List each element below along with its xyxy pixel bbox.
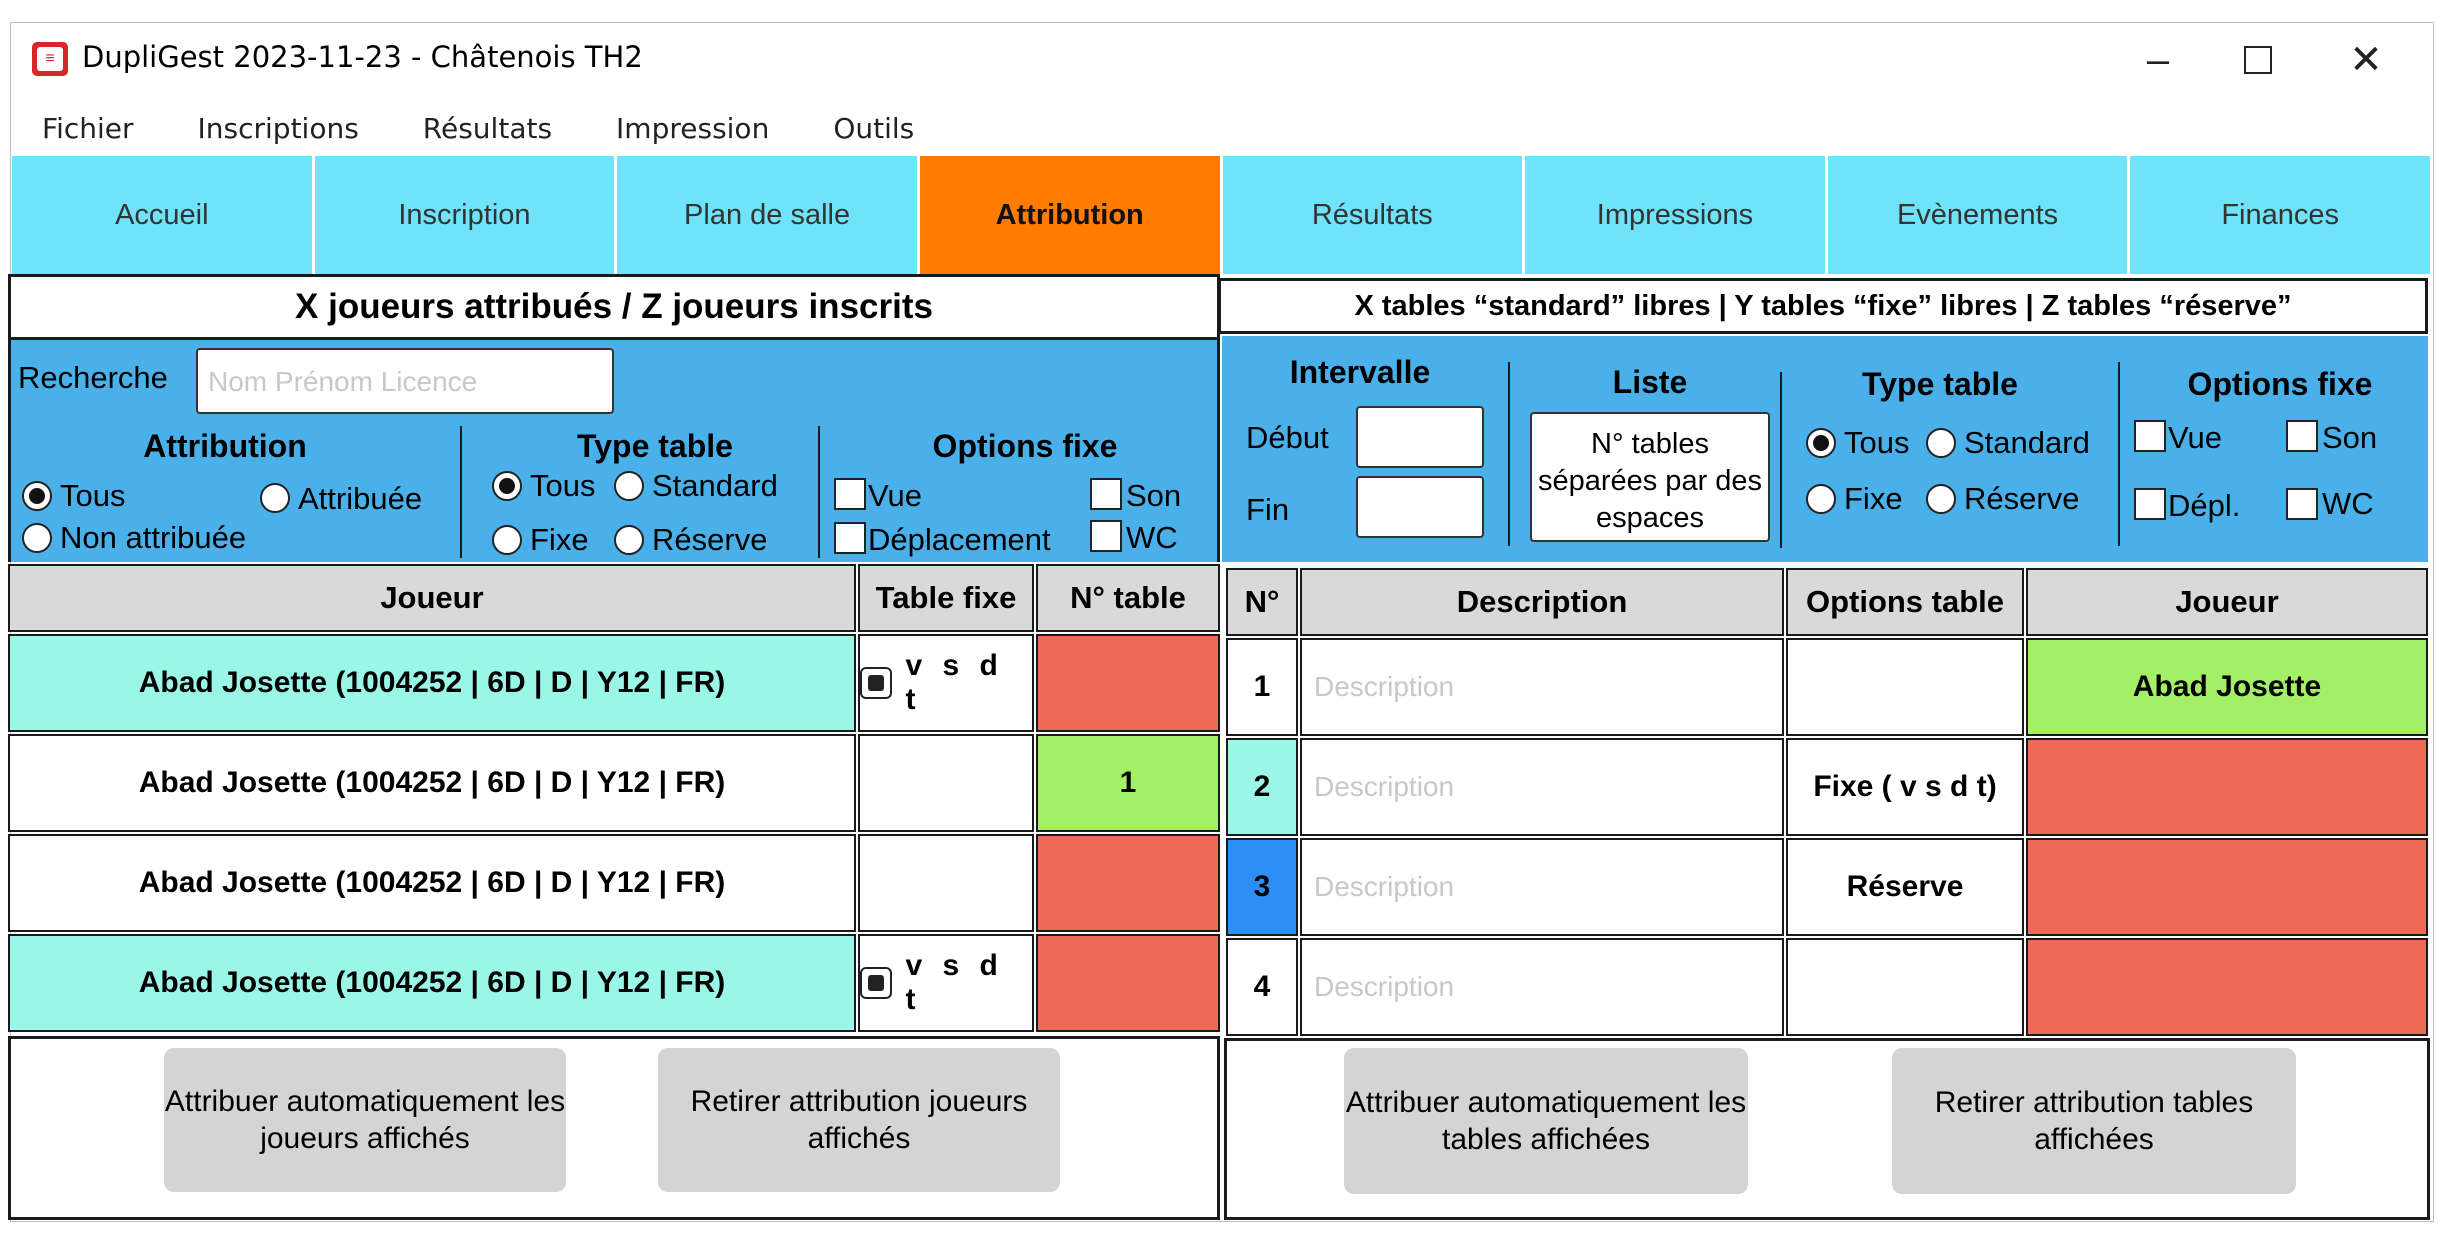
- assigned-player-cell[interactable]: [2026, 738, 2428, 836]
- menu-impression[interactable]: Impression: [616, 112, 770, 145]
- options-table-cell: Réserve: [1786, 838, 2024, 936]
- assigned-player-cell[interactable]: [2026, 838, 2428, 936]
- tab-resultats[interactable]: Résultats: [1223, 156, 1526, 274]
- checkbox-wc[interactable]: [1090, 520, 1122, 552]
- checkbox-table-vue-label: Vue: [2168, 420, 2223, 455]
- description-placeholder: Description: [1314, 871, 1455, 902]
- player-cell[interactable]: Abad Josette (1004252 | 6D | D | Y12 | FR): [8, 734, 856, 832]
- tab-finances[interactable]: Finances: [2221, 198, 2340, 231]
- search-placeholder: Nom Prénom Licence: [208, 366, 478, 397]
- auto-assign-tables-button[interactable]: Attribuer automatiquement les tables affichées: [1344, 1048, 1748, 1194]
- filter-divider: [818, 426, 820, 558]
- description-placeholder: Description: [1314, 671, 1455, 702]
- menu-fichier[interactable]: Fichier: [42, 112, 134, 145]
- radio-type-fixe-label: Fixe: [530, 522, 589, 557]
- column-header-num[interactable]: N°: [1226, 568, 1298, 636]
- checkbox-table-vue[interactable]: [2134, 420, 2166, 452]
- tables-summary: X tables “standard” libres | Y tables “fixe” libres | Z tables “réserve”: [1218, 278, 2428, 334]
- tab-attribution[interactable]: Attribution: [920, 156, 1223, 274]
- column-header-joueur[interactable]: Joueur: [2026, 568, 2428, 636]
- checkbox-table-wc[interactable]: [2286, 488, 2318, 520]
- menu-resultats[interactable]: Résultats: [422, 112, 553, 145]
- filter-divider: [1780, 372, 1782, 548]
- fin-label: Fin: [1246, 492, 1290, 527]
- table-num-cell[interactable]: 3: [1226, 838, 1298, 936]
- radio-table-type-standard[interactable]: [1926, 428, 1956, 458]
- table-num-cell[interactable]: 2: [1226, 738, 1298, 836]
- assigned-player-cell[interactable]: Abad Josette: [2026, 638, 2428, 736]
- description-cell[interactable]: [1300, 738, 1784, 836]
- options-fixe-heading: Options fixe: [2187, 366, 2373, 402]
- checkbox-son[interactable]: [1090, 478, 1122, 510]
- table-number-cell[interactable]: [1036, 934, 1220, 1032]
- description-cell[interactable]: [1300, 838, 1784, 936]
- fixe-toggle-icon[interactable]: [860, 967, 892, 999]
- table-num-cell[interactable]: 1: [1226, 638, 1298, 736]
- fixe-options-text: v s d t: [905, 649, 1004, 716]
- liste-placeholder: N° tables séparées par des espaces: [1537, 428, 1763, 534]
- checkbox-table-depl-label: Dépl.: [2168, 488, 2241, 523]
- table-fixe-cell[interactable]: [858, 934, 1034, 1032]
- remove-tables-assignment-button[interactable]: Retirer attribution tables affichées: [1892, 1048, 2296, 1194]
- fixe-options-text: v s d t: [905, 949, 1004, 1016]
- remove-players-assignment-button[interactable]: Retirer attribution joueurs affichés: [658, 1048, 1060, 1192]
- radio-type-reserve-label: Réserve: [652, 522, 768, 557]
- tab-accueil[interactable]: Accueil: [12, 156, 315, 274]
- debut-label: Début: [1246, 420, 1329, 455]
- radio-table-type-standard-label: Standard: [1964, 425, 2090, 460]
- window-title: DupliGest 2023-11-23 - Châtenois TH2: [82, 40, 643, 74]
- minimize-icon[interactable]: –: [2146, 37, 2170, 82]
- radio-type-tous-label: Tous: [530, 468, 596, 503]
- close-icon[interactable]: ✕: [2349, 38, 2383, 82]
- debut-input[interactable]: [1356, 406, 1484, 468]
- checkbox-table-son[interactable]: [2286, 420, 2318, 452]
- options-table-cell: [1786, 638, 2024, 736]
- radio-table-type-fixe[interactable]: [1806, 484, 1836, 514]
- main-tabs: [12, 156, 2430, 274]
- table-fixe-cell[interactable]: [858, 734, 1034, 832]
- table-fixe-cell[interactable]: [858, 634, 1034, 732]
- search-input[interactable]: [196, 348, 614, 414]
- tab-evenements[interactable]: Evènements: [1828, 156, 2131, 274]
- auto-assign-players-button[interactable]: Attribuer automatiquement les joueurs affichés: [164, 1048, 566, 1192]
- radio-attribution-tous[interactable]: [22, 481, 52, 511]
- player-cell[interactable]: Abad Josette (1004252 | 6D | D | Y12 | FR): [8, 634, 856, 732]
- checkbox-vue[interactable]: [834, 478, 866, 510]
- radio-attribution-non-attribuee-label: Non attribuée: [60, 520, 247, 555]
- filter-divider: [1508, 362, 1510, 546]
- column-header-joueur[interactable]: Joueur: [8, 564, 856, 632]
- checkbox-deplacement[interactable]: [834, 522, 866, 554]
- checkbox-table-depl[interactable]: [2134, 488, 2166, 520]
- attribution-heading: Attribution: [143, 428, 307, 464]
- radio-table-type-tous-label: Tous: [1844, 425, 1910, 460]
- search-label: Recherche: [18, 360, 168, 395]
- radio-table-type-fixe-label: Fixe: [1844, 481, 1903, 516]
- description-cell[interactable]: [1300, 938, 1784, 1036]
- fin-input[interactable]: [1356, 476, 1484, 538]
- radio-type-standard-label: Standard: [652, 468, 778, 503]
- table-fixe-cell[interactable]: [858, 834, 1034, 932]
- checkbox-table-wc-label: WC: [2322, 486, 2374, 521]
- tab-plan-de-salle[interactable]: Plan de salle: [617, 156, 920, 274]
- description-cell[interactable]: [1300, 638, 1784, 736]
- column-header-options-table[interactable]: Options table: [1786, 568, 2024, 636]
- radio-table-type-reserve[interactable]: [1926, 484, 1956, 514]
- checkbox-vue-label: Vue: [868, 478, 923, 513]
- fixe-toggle-icon[interactable]: [860, 667, 892, 699]
- radio-type-reserve[interactable]: [614, 525, 644, 555]
- description-placeholder: Description: [1314, 971, 1455, 1002]
- table-number-cell[interactable]: 1: [1036, 734, 1220, 832]
- checkbox-son-label: Son: [1126, 478, 1182, 513]
- player-cell[interactable]: Abad Josette (1004252 | 6D | D | Y12 | FR): [8, 834, 856, 932]
- checkbox-deplacement-label: Déplacement: [868, 522, 1051, 557]
- radio-attribution-attribuee[interactable]: [260, 483, 290, 513]
- menu-bar: [10, 104, 946, 154]
- maximize-icon[interactable]: [2218, 30, 2298, 90]
- options-table-cell: [1786, 938, 2024, 1036]
- radio-attribution-non-attribuee[interactable]: [22, 523, 52, 553]
- radio-type-tous[interactable]: [492, 471, 522, 501]
- assigned-player-cell[interactable]: [2026, 938, 2428, 1036]
- liste-input[interactable]: [1530, 412, 1770, 542]
- menu-outils[interactable]: Outils: [833, 112, 915, 145]
- column-header-description[interactable]: Description: [1300, 568, 1784, 636]
- radio-type-standard[interactable]: [614, 471, 644, 501]
- table-number-cell[interactable]: [1036, 834, 1220, 932]
- app-logo-icon: ≡: [32, 42, 68, 76]
- column-header-num-table[interactable]: N° table: [1036, 564, 1220, 632]
- checkbox-table-son-label: Son: [2322, 420, 2378, 455]
- menu-inscriptions[interactable]: Inscriptions: [197, 112, 359, 145]
- description-placeholder: Description: [1314, 771, 1455, 802]
- filter-divider: [460, 426, 462, 558]
- player-cell[interactable]: Abad Josette (1004252 | 6D | D | Y12 | FR): [8, 934, 856, 1032]
- radio-table-type-tous[interactable]: [1806, 428, 1836, 458]
- checkbox-wc-label: WC: [1126, 520, 1178, 555]
- radio-type-fixe[interactable]: [492, 525, 522, 555]
- intervalle-heading: Intervalle: [1289, 354, 1431, 390]
- options-fixe-heading: Options fixe: [932, 428, 1118, 464]
- type-table-heading: Type table: [577, 428, 733, 464]
- table-number-cell[interactable]: [1036, 634, 1220, 732]
- filter-divider: [2118, 362, 2120, 546]
- tab-impressions[interactable]: Impressions: [1525, 156, 1828, 274]
- column-header-table-fixe[interactable]: Table fixe: [858, 564, 1034, 632]
- radio-attribution-tous-label: Tous: [60, 478, 126, 513]
- liste-heading: Liste: [1612, 364, 1688, 400]
- radio-attribution-attribuee-label: Attribuée: [298, 481, 423, 516]
- type-table-heading: Type table: [1862, 366, 2018, 402]
- radio-table-type-reserve-label: Réserve: [1964, 481, 2080, 516]
- tab-inscription[interactable]: Inscription: [315, 156, 618, 274]
- table-num-cell[interactable]: 4: [1226, 938, 1298, 1036]
- options-table-cell: Fixe ( v s d t): [1786, 738, 2024, 836]
- players-summary: X joueurs attribués / Z joueurs inscrits: [8, 274, 1220, 340]
